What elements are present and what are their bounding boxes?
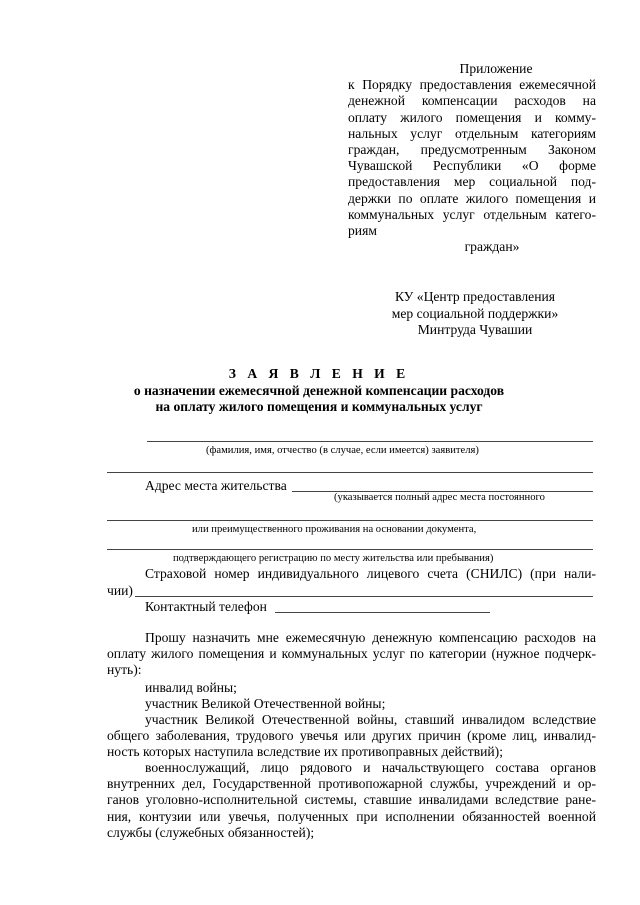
snils-word: индивидуального	[257, 566, 359, 581]
phone-label: Контактный телефон	[145, 599, 267, 614]
snils-field[interactable]	[135, 596, 593, 597]
snils-word: Страховой	[145, 566, 207, 581]
snils-word: счета	[427, 566, 459, 581]
appendix-line: нальных услуг отдельным категориям	[348, 125, 596, 141]
applicant-name-field-continued[interactable]	[107, 472, 593, 473]
applicant-caption: (фамилия, имя, отчество (в случае, если имеется) заявителя)	[206, 445, 479, 456]
appendix-line: предоставления мер социальной под-	[348, 174, 596, 190]
category-item-war-participant-invalid[interactable]	[107, 712, 596, 761]
category-text: участник Великой Отечественной войны, ставший инвалидом вследствие	[145, 712, 596, 727]
snils-word: номер	[214, 566, 250, 581]
address-field-continued[interactable]	[107, 520, 593, 521]
statement-subtitle-line: о назначении ежемесячной денежной компенсации расходов	[133, 382, 505, 398]
address-label: Адрес места жительства	[145, 478, 287, 493]
appendix-line: к Порядку предоставления ежемесячной	[348, 77, 596, 93]
category-item-servicemember[interactable]	[107, 760, 596, 841]
category-item-war-invalid[interactable]	[107, 680, 596, 696]
statement-subtitle-line: на оплату жилого помещения и коммунальных услуг	[155, 399, 483, 414]
appendix-line: оплату жилого помещения и комму-	[348, 109, 596, 125]
category-text: военнослужащий, лицо рядового и начальствующего состава органов	[145, 760, 596, 775]
snils-label	[145, 566, 596, 582]
residence-caption: или преимущественного проживания на основании документа,	[192, 524, 477, 535]
appendix-line: коммунальных услуг отдельным катего-	[348, 206, 596, 222]
appendix-line: держки по оплате жилого помещения и	[348, 190, 596, 206]
category-text: общего заболевания, трудового увечья или других причин (кроме лиц, инвалид-	[107, 728, 596, 744]
category-text: участник Великой Отечественной войны;	[145, 696, 386, 711]
statement-heading	[110, 366, 528, 416]
request-line: оплату жилого помещения и коммунальных услуг по категории (нужное подчерк-	[107, 646, 596, 662]
addressee-line: мер социальной поддержки»	[391, 305, 559, 321]
appendix-line: граждан, предусмотренным Законом	[348, 142, 596, 158]
request-line: Прошу назначить мне ежемесячную денежную компенсацию расходов на	[145, 630, 596, 645]
appendix-line: риям	[348, 223, 377, 239]
appendix-title: Приложение	[459, 61, 533, 76]
phone-field[interactable]	[275, 612, 490, 613]
applicant-name-field[interactable]	[147, 441, 593, 442]
category-text: ность которых наступила вследствие их противоправных действий);	[107, 744, 503, 760]
category-text: внутренних дел, Государственной противопожарной службы, учреждений и ор-	[107, 776, 596, 792]
request-line: нуть):	[107, 662, 142, 678]
snils-label-continued: чии)	[107, 583, 133, 598]
category-item-war-participant[interactable]	[107, 696, 596, 712]
snils-word: нали-	[564, 566, 597, 581]
addressee-line: Минтруда Чувашии	[417, 322, 533, 337]
statement-title: З А Я В Л Е Н И Е	[228, 366, 410, 381]
appendix-line: Чувашской Республики «О форме	[348, 158, 596, 174]
snils-word: лицевого	[366, 566, 420, 581]
addressee-block	[380, 289, 570, 339]
snils-word: (СНИЛС)	[466, 566, 523, 581]
address-caption: (указывается полный адрес места постоянного	[334, 492, 545, 503]
category-text: службы (служебных обязанностей);	[107, 824, 315, 840]
registration-caption: подтверждающего регистрацию по месту жительства или пребывания)	[173, 553, 494, 564]
address-field-continued[interactable]	[107, 549, 593, 550]
request-paragraph	[107, 630, 596, 679]
appendix-closing: граждан»	[464, 239, 520, 255]
category-text: инвалид войны;	[145, 680, 237, 695]
addressee-line: КУ «Центр предоставления	[394, 289, 556, 304]
appendix-block	[348, 61, 596, 255]
appendix-line: денежной компенсации расходов на	[348, 93, 596, 109]
category-text: ганов уголовно-исполнительной системы, ставшие инвалидами вследствие ране-	[107, 792, 596, 808]
category-text: ния, контузии или увечья, полученных при исполнении обязанностей военной	[107, 808, 596, 824]
snils-word: (при	[530, 566, 557, 581]
